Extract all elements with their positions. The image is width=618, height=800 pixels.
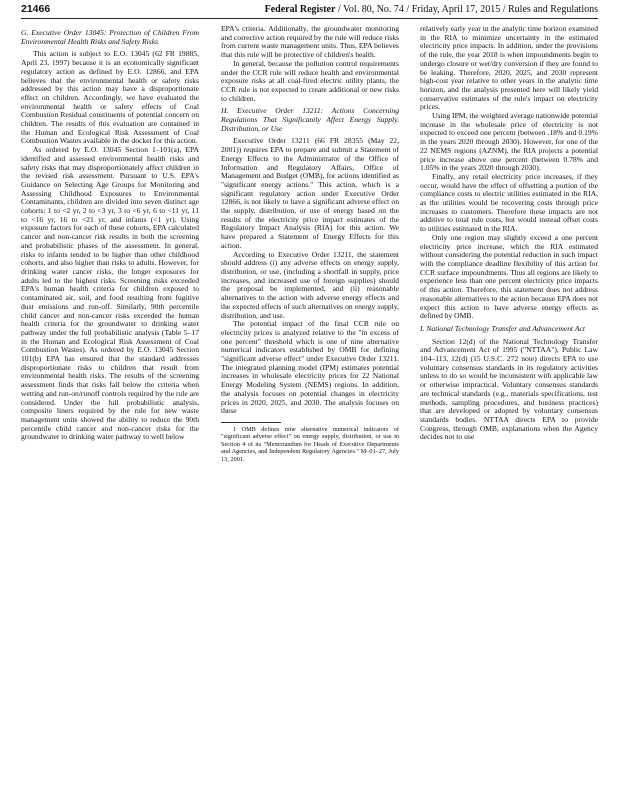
volume-date: / Vol. 80, No. 74 / Friday, April 17, 2015 / Rules and Regulations <box>337 4 598 15</box>
column-left <box>21 25 199 795</box>
paragraph: Section 12(d) of the National Technology Transfer and Advancement Act of 1995 ("NTTAA"), Public Law 104–113, 12(d) (15 U.S.C. 272 note) directs EPA to use voluntary consensus standards in its regulatory activities unless to do so would be inconsistent with applicable law or otherwise impractical. Voluntary consensus standards are technical standards (e.g., materials specifications, test methods, sampling procedures, and business practices) that are developed or adopted by voluntary consensus standards bodies. NTTAA directs EPA to provide Congress, through OMB, explanations when the Agency decides not to use <box>420 336 598 442</box>
paragraph: Finally, any retail electricity price increases, if they occur, would have the effect of offsetting a portion of the compliance costs to electric utilities estimated in the RIA, as the utilities would be recovering costs through price increases to customers. Therefore these impacts are not additive to total rule costs, but would instead offset costs to utilities estimated in the RIA. <box>420 171 598 234</box>
publication-name: Federal Register <box>264 4 336 15</box>
page-number: 21466 <box>21 3 51 15</box>
paragraph: This action is subject to E.O. 13045 (62 FR 19885, April 23, 1997) because it is an economically significant regulatory action as defined by E.O. 12866, and EPA believes that the environmental health or safety risks addressed by this action may have a disproportionate effect on children. Accordingly, we have evaluated the environmental health or safety effects of Coal Combustion Residual constituents of potential concern on children. The results of this evaluation are contained in the Human and Ecological Risk Assessment of Coal Combustion Wastes available in the docket for this action. <box>21 49 199 146</box>
header-rule <box>21 18 598 19</box>
footnote: 1 OMB defines nine alternative numerical indicators of "significant adverse effect" on energy supply, distribution, or use in Section 4 of its "Memorandum for Heads of Executive Departments and Agencies, and Independent Regulatory Agencies." M–01–27, July 13, 2001. <box>221 425 399 463</box>
paragraph: EPA's criteria. Additionally, the groundwater monitoring and corrective action required by the rule will reduce risks from current waste management units. Thus, EPA believes that this rule will be protective of children's health. <box>221 25 399 60</box>
paragraph: Executive Order 13211 (66 FR 28355 (May 22, 2001)) requires EPA to prepare and submit a Statement of Energy Effects to the Administrator of the Office of Information and Regulatory Affairs, Office of Management and Budget (OMB), for actions identified as "significant energy actions." This action, which is a significant regulatory action under Executive Order 12866, is not likely to have a significant adverse effect on the supply, distribution, or use of energy based on the results of the electricity price impact estimates of the Regulatory Impact Analysis (RIA) for this action. We have prepared a Statement of Energy Effects for this action. <box>221 136 399 250</box>
paragraph: relatively early year in the analytic time horizon examined in the RIA to minimize uncertainty in the estimated electricity price impacts. In addition, under the provisions of the rule, the year 2018 is when impoundments begin to undergo closure or wet/dry conversion if they are found to be leaking. Therefore, 2020, 2025, and 2030 represent high-cost year relative to other years in the analytic time horizon, and the analysis presented here will likely yield conservative estimates of the rule's impact on electricity prices. <box>420 25 598 112</box>
running-head <box>265 4 598 15</box>
section-heading: H. Executive Order 13211: Actions Concerning Regulations That Significantly Affect Energy Supply, Distribution, or Use <box>221 106 399 133</box>
column-middle <box>221 25 399 795</box>
paragraph: The potential impact of the final CCR rule on electricity prices is analyzed relative to the "in excess of one percent" threshold which is one of nine alternative numerical indicators established by OMB for defining "significant adverse effect" under Executive Order 13211. The integrated planning model (IPM) estimates potential increases in wholesale electricity prices for 22 National Energy Modeling System (NEMS) regions. In addition, the analysis focuses on potential changes in electricity prices in 2020, 2025, and 2030. The analysis focuses on these <box>221 319 399 416</box>
footnote-rule <box>221 422 281 423</box>
section-heading: G. Executive Order 13045: Protection of Children From Environmental Health Risks and Safety Risks <box>21 28 199 46</box>
page-header <box>21 3 598 17</box>
column-right <box>420 25 598 795</box>
paragraph: Using IPM, the weighted average nationwide potential increase in the wholesale price of electricity is not expected to exceed one percent (between .18% and 0.19% in the years 2020 through 2030). However, for one of the 22 NEMS regions (AZNM), the RIA projects a potential price increase above one percent (between 0.78% and 1.05% in the years 2020 through 2030). <box>420 111 598 173</box>
paragraph: In general, because the pollution control requirements under the CCR rule will reduce health and environmental exposure risks at all coal-fired electric utility plants, the CCR rule is not expected to create additional or new risks to children. <box>221 58 399 103</box>
paragraph: As ordered by E.O. 13045 Section 1–101(a), EPA identified and assessed environmental health risks and safety risks that may disproportionately affect children in the revised risk assessment. Pursuant to U.S. EPA's Guidance on Selecting Age Groups for Monitoring and Assessing Childhood Exposures to Environmental Contaminants, children are divided into seven distinct age cohorts: 1 to <2 yr, 2 to <3 yr, 3 to <6 yr, 6 to <11 yr, 11 to <16 yr, 16 to <21 yr, and infants (<1 yr). Using exposure factors for each of these cohorts, EPA calculated cancer and non-cancer risk results in both the screening and probabilistic phases of the assessment. In general, risks to infants tended to be higher than other childhood cohorts, and also higher than risks to adults. However, for drinking water cancer risks, the longer exposures for adults led to the highest risks. Screening risks exceeded EPA's human health criteria for children exposed to contaminated air, soil, and food resulting from fugitive dust emissions and run-off. Similarly, 90th percentile child cancer and non-cancer risks exceeded the human health criteria for the groundwater to drinking water pathway under the full probabilistic analysis (Table 5–17 in the Human and Ecological Risk Assessment of Coal Combustion Wastes). As ordered by E.O. 13045 Section 101(b) EPA has ensured that the standard addresses disproportionate risks to children that result from environmental health risks. The results of the screening assessment finds that risks fall below the criteria when wetting and run-on/runoff controls required by the rule are considered. Under the full probabilistic analysis, composite liners required by the rule for new waste management units showed the ability to reduce the 90th percentile child cancer and non-cancer risks for the groundwater to drinking water pathway to well below <box>21 145 199 442</box>
paragraph: Only one region may slightly exceed a one percent electricity price increase, which the RIA estimated without considering the potential reduction in such impact with the compliance deadline flexibility of this action for CCR surface impoundments. Thus all regions are likely to experience less than one percent electricity price impacts of this action. Therefore, this statement does not address reasonable alternatives to the action because EPA does not expect this action to have adverse energy effects as defined by OMB. <box>420 232 598 321</box>
section-heading: I. National Technology Transfer and Advancement Act <box>420 323 586 333</box>
paragraph: According to Executive Order 13211, the statement should address (i) any adverse effects on energy supply, distribution, or use, (including a shortfall in supply, price increases, and increased use of foreign supplies) should the proposal be implemented, and (ii) reasonable alternatives to the action with adverse energy effects and the expected effects of such alternatives on energy supply, distribution, and use. <box>221 249 399 320</box>
